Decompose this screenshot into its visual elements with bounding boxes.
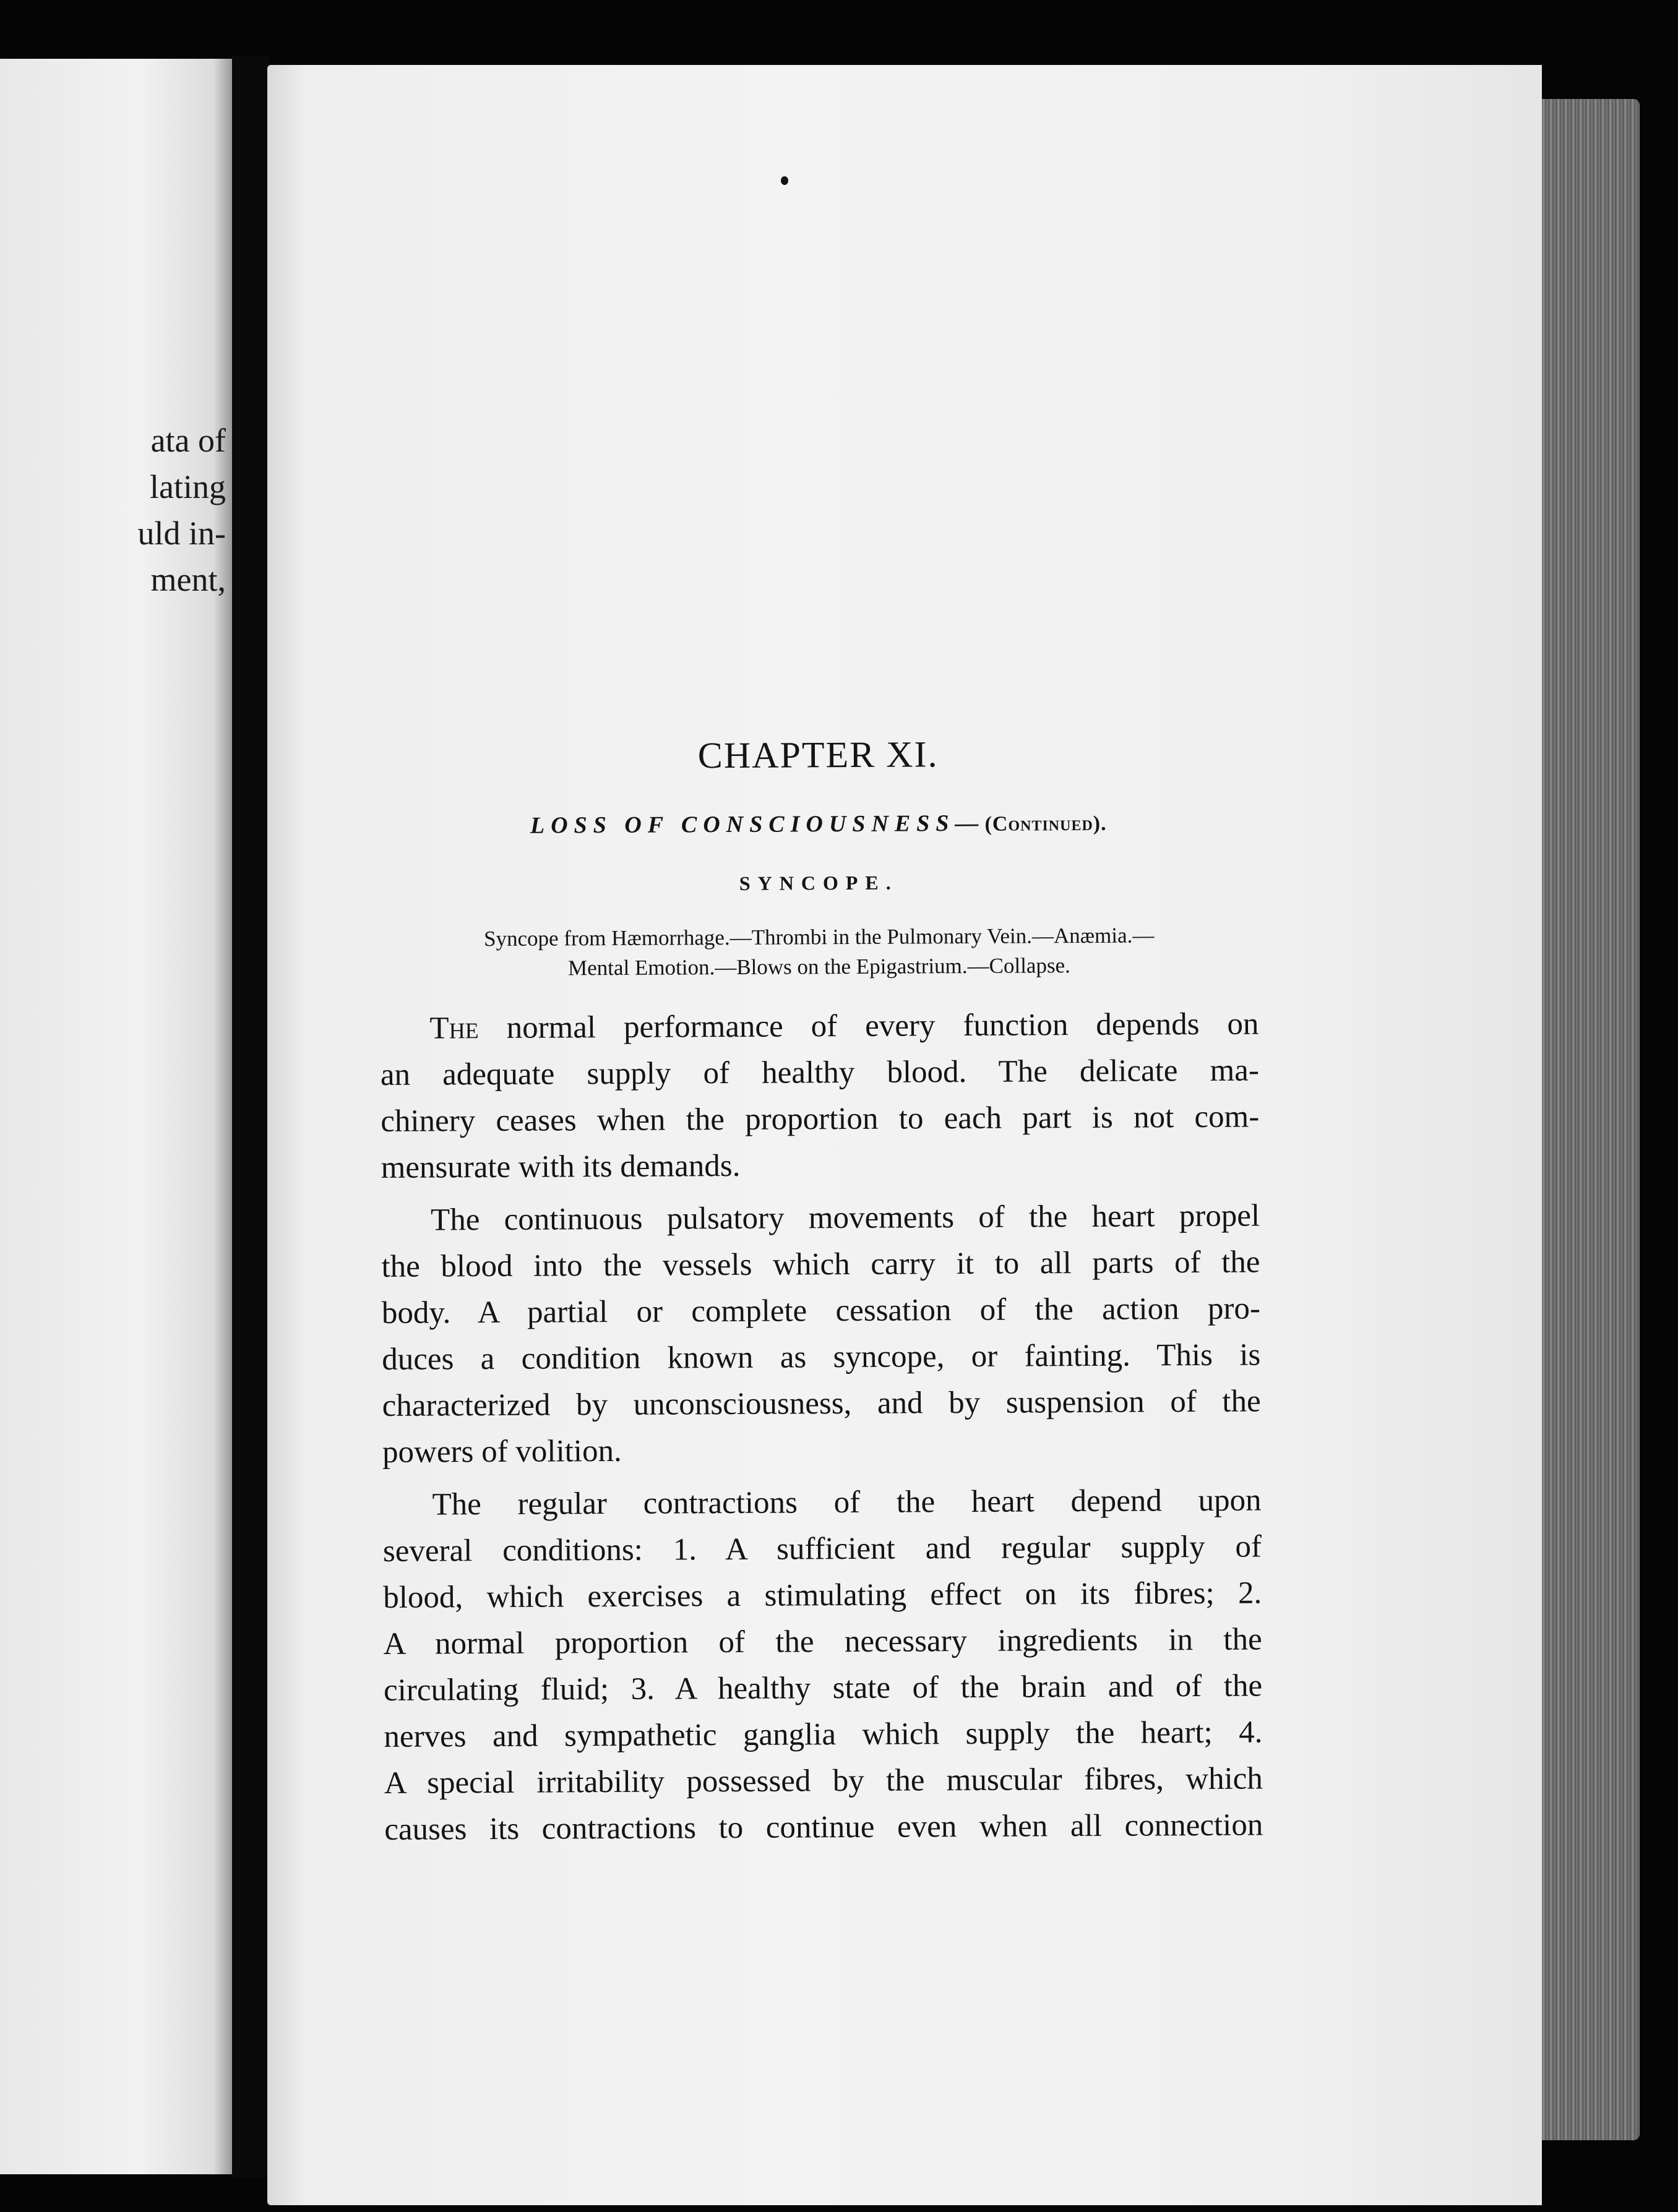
- line-text: normal performance of every function depends on: [478, 1006, 1259, 1046]
- paragraph-line: body. A partial or complete cessation of the action pro-: [381, 1291, 1261, 1331]
- subsection-title: SYNCOPE.: [739, 871, 898, 894]
- current-page: [267, 65, 1542, 2205]
- paragraph-1: [380, 1001, 1260, 1191]
- paragraph-line: circulating fluid; 3. A healthy state of the brain and of the: [383, 1668, 1263, 1708]
- paragraph-line: chinery ceases when the proportion to each part is not com-: [381, 1099, 1260, 1139]
- previous-page-fragment: [0, 59, 232, 2174]
- ink-dot-mark: [781, 176, 788, 185]
- paragraph-line: blood, which exercises a stimulating effect on its fibres; 2.: [383, 1575, 1262, 1615]
- paragraph-line: [380, 1001, 1258, 1052]
- line-ending: ata of: [150, 422, 226, 459]
- paragraph-line: the blood into the vessels which carry it to all parts of the: [381, 1245, 1260, 1284]
- paragraph-line: A normal proportion of the necessary ingredients in the: [383, 1622, 1262, 1661]
- line-ending: ment,: [150, 561, 226, 598]
- section-continued-note: (Continued).: [984, 812, 1107, 836]
- line-ending: lating: [150, 468, 226, 505]
- line-ending: uld in-: [137, 515, 226, 552]
- page-fore-edge: [1534, 99, 1640, 2140]
- paragraph-line: nerves and sympathetic ganglia which supply the heart; 4.: [384, 1715, 1263, 1754]
- chapter-title: CHAPTER XI.: [697, 734, 939, 776]
- paragraph-line: an adequate supply of healthy blood. The delicate ma-: [380, 1053, 1259, 1092]
- paragraph-line: mensurate with its demands.: [381, 1148, 741, 1185]
- paragraph-line: several conditions: 1. A sufficient and regular supply of: [382, 1529, 1262, 1569]
- paragraph-line: A special irritability possessed by the muscular fibres, which: [384, 1761, 1263, 1801]
- paragraph-line: characterized by unconsciousness, and by suspension of the: [382, 1384, 1261, 1423]
- paragraph-line: The continuous pulsatory movements of the heart propel: [430, 1198, 1260, 1238]
- page-text-block: [379, 732, 1263, 1859]
- paragraph-line: causes its contractions to continue even when all connection: [384, 1807, 1263, 1847]
- book-gutter: [232, 56, 269, 2177]
- section-title-text: LOSS OF CONSCIOUSNESS—: [530, 810, 985, 839]
- paragraph-line: powers of volition.: [382, 1433, 622, 1470]
- synopsis-line: Mental Emotion.—Blows on the Epigastrium.—Collapse.: [567, 953, 1070, 980]
- section-title: [379, 808, 1258, 840]
- paragraph-line: duces a condition known as syncope, or fainting. This is: [382, 1337, 1261, 1377]
- paragraph-2: [381, 1193, 1261, 1476]
- chapter-synopsis: [380, 920, 1258, 984]
- synopsis-line: Syncope from Hæmorrhage.—Thrombi in the Pulmonary Vein.—Anæmia.—: [483, 923, 1155, 951]
- paragraph-3: [382, 1478, 1263, 1853]
- previous-page-line-endings: [138, 418, 226, 603]
- paragraph-line: The regular contractions of the heart depend upon: [432, 1483, 1262, 1522]
- drop-word: The: [429, 1011, 479, 1046]
